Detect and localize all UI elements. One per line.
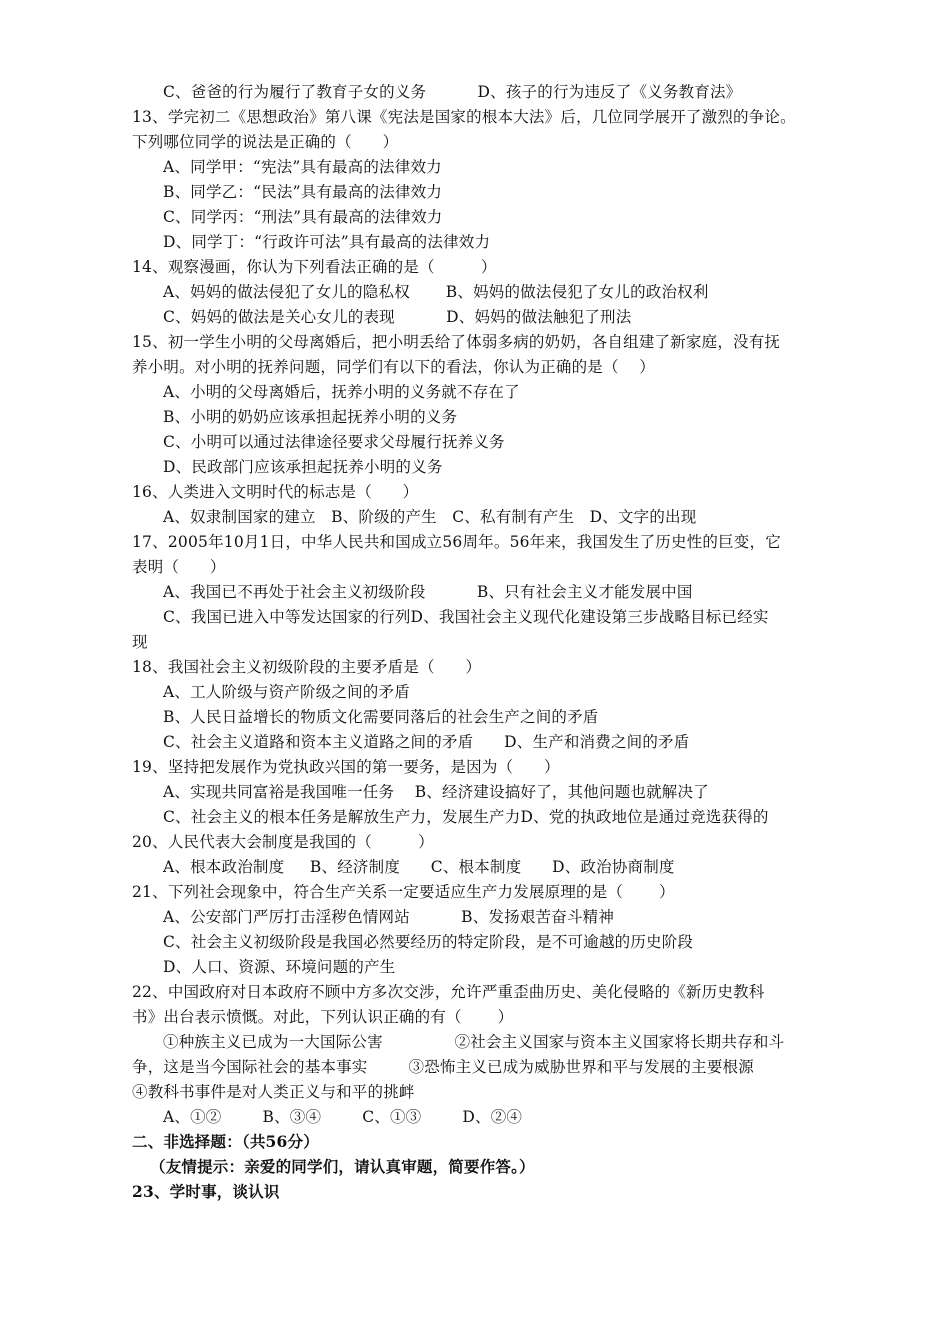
option-line: D、民政部门应该承担起抚养小明的义务: [163, 458, 443, 476]
option-line: C、我国已进入中等发达国家的行列D、我国社会主义现代化建设第三步战略目标已经实: [163, 608, 769, 626]
option-line: A、奴隶制国家的建立 B、阶级的产生 C、私有制有产生 D、文字的出现: [163, 508, 697, 526]
friendly-tip: （友情提示：亲爱的同学们，请认真审题，简要作答。）: [150, 1157, 535, 1176]
question-text: 书》出台表示愤慨。对此，下列认识正确的有（ ）: [132, 1008, 514, 1026]
question-23: 23、学时事，谈认识: [132, 1182, 280, 1201]
option-line: A、同学甲：“宪法”具有最高的法律效力: [163, 158, 442, 176]
option-line: A、我国已不再处于社会主义初级阶段 B、只有社会主义才能发展中国: [163, 583, 693, 601]
option-line-wrap: 现: [132, 633, 148, 651]
question-16: 16、人类进入文明时代的标志是（ ）: [132, 483, 419, 501]
question-text: 养小明。对小明的抚养问题，同学们有以下的看法，你认为正确的是（ ）: [132, 358, 655, 376]
option-line: A、工人阶级与资产阶级之间的矛盾: [163, 683, 410, 701]
option-line: B、小明的奶奶应该承担起抚养小明的义务: [163, 408, 458, 426]
option-line: C、妈妈的做法是关心女儿的表现 D、妈妈的做法触犯了刑法: [163, 308, 632, 326]
statement-line: ④教科书事件是对人类正义与和平的挑衅: [132, 1083, 415, 1101]
option-line: A、①② B、③④ C、①③ D、②④: [163, 1108, 523, 1126]
option-line: C、社会主义的根本任务是解放生产力，发展生产力D、党的执政地位是通过竞选获得的: [163, 808, 769, 826]
option-line: A、实现共同富裕是我国唯一任务 B、经济建设搞好了，其他问题也就解决了: [163, 783, 709, 801]
question-18: 18、我国社会主义初级阶段的主要矛盾是（ ）: [132, 658, 482, 676]
option-line: D、同学丁：“行政许可法”具有最高的法律效力: [163, 233, 491, 251]
question-15: 15、初一学生小明的父母离婚后，把小明丢给了体弱多病的奶奶，各自组建了新家庭，没有抚: [132, 333, 781, 351]
question-20: 20、人民代表大会制度是我国的（ ）: [132, 833, 434, 851]
option-line: C、社会主义初级阶段是我国必然要经历的特定阶段，是不可逾越的历史阶段: [163, 933, 694, 951]
statement-line: 争，这是当今国际社会的基本事实 ③恐怖主义已成为威胁世界和平与发展的主要根源: [132, 1058, 754, 1076]
section-heading: 二、非选择题：（共56分）: [132, 1132, 319, 1151]
option-line: B、同学乙：“民法”具有最高的法律效力: [163, 183, 443, 201]
option-line: A、公安部门严厉打击淫秽色情网站 B、发扬艰苦奋斗精神: [163, 908, 615, 926]
statement-line: ①种族主义已成为一大国际公害 ②社会主义国家与资本主义国家将长期共存和斗: [163, 1033, 785, 1051]
option-line: A、小明的父母离婚后，抚养小明的义务就不存在了: [163, 383, 520, 401]
option-line: C、爸爸的行为履行了教育子女的义务 D、孩子的行为违反了《义务教育法》: [163, 83, 742, 101]
option-line: C、同学丙：“刑法”具有最高的法律效力: [163, 208, 443, 226]
question-21: 21、下列社会现象中，符合生产关系一定要适应生产力发展原理的是（ ）: [132, 883, 675, 901]
question-19: 19、坚持把发展作为党执政兴国的第一要务，是因为（ ）: [132, 758, 560, 776]
option-line: A、根本政治制度 B、经济制度 C、根本制度 D、政治协商制度: [163, 858, 675, 876]
option-line: A、妈妈的做法侵犯了女儿的隐私权 B、妈妈的做法侵犯了女儿的政治权利: [163, 283, 709, 301]
option-line: C、小明可以通过法律途径要求父母履行抚养义务: [163, 433, 505, 451]
question-13: 13、学完初二《思想政治》第八课《宪法是国家的根本大法》后，几位同学展开了激烈的争论。: [132, 108, 796, 126]
question-17: 17、2005年10月1日，中华人民共和国成立56周年。56年来，我国发生了历史性的巨变，它: [132, 533, 781, 551]
option-line: D、人口、资源、环境问题的产生: [163, 958, 396, 976]
question-text: 下列哪位同学的说法是正确的（ ）: [132, 133, 399, 151]
question-14: 14、观察漫画，你认为下列看法正确的是（ ）: [132, 258, 497, 276]
question-22: 22、中国政府对日本政府不顾中方多次交涉，允许严重歪曲历史、美化侵略的《新历史教科: [132, 983, 765, 1001]
question-text: 表明（ ）: [132, 558, 226, 576]
option-line: B、人民日益增长的物质文化需要同落后的社会生产之间的矛盾: [163, 708, 599, 726]
option-line: C、社会主义道路和资本主义道路之间的矛盾 D、生产和消费之间的矛盾: [163, 733, 690, 751]
